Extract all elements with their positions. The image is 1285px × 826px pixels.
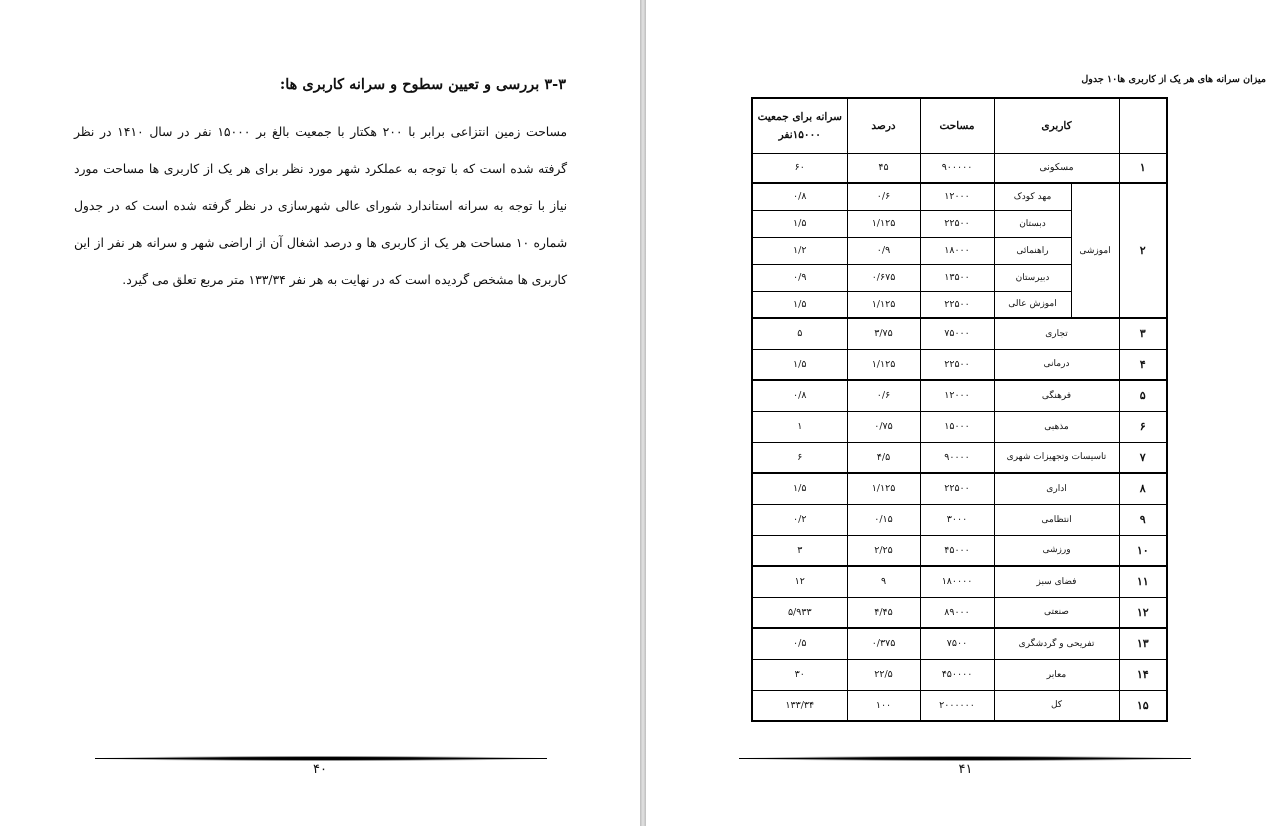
education-subtype: راهنمائی <box>994 237 1071 264</box>
row-per-capita: ۱ <box>752 411 847 442</box>
row-usage: اداری <box>994 473 1119 504</box>
left-page <box>0 0 640 826</box>
row-area: ۴۵۰۰۰۰ <box>920 659 994 690</box>
row-number: ۱۴ <box>1119 659 1167 690</box>
table-row <box>752 380 1167 411</box>
education-subtype: دبیرستان <box>994 264 1071 291</box>
row-area: ۱۲۰۰۰ <box>920 380 994 411</box>
row-number: ۵ <box>1119 380 1167 411</box>
row-usage: تجاری <box>994 318 1119 349</box>
page-number: ۴۰ <box>313 762 327 777</box>
row-percent: ۱/۱۲۵ <box>847 349 920 380</box>
row-percent: ۰/۷۵ <box>847 411 920 442</box>
row-number: ۷ <box>1119 442 1167 473</box>
row-area: ۷۵۰۰ <box>920 628 994 659</box>
row-percent: ۱۰۰ <box>847 690 920 721</box>
row-usage: صنعتی <box>994 597 1119 628</box>
row-percent: ۰/۳۷۵ <box>847 628 920 659</box>
row-percent: ۴/۵ <box>847 442 920 473</box>
row-area: ۴۵۰۰۰ <box>920 535 994 566</box>
row-usage: تاسیسات وتجهیزات شهری <box>994 442 1119 473</box>
row-area: ۷۵۰۰۰ <box>920 318 994 349</box>
table-row <box>752 318 1167 349</box>
row-per-capita: ۱/۵ <box>752 473 847 504</box>
row-percent: ۱/۱۲۵ <box>847 473 920 504</box>
table-row <box>752 442 1167 473</box>
row-area: ۱۳۵۰۰ <box>920 264 994 291</box>
row-number: ۴ <box>1119 349 1167 380</box>
education-subtype: مهد کودک <box>994 183 1071 210</box>
education-group-label: اموزشی <box>1071 183 1119 318</box>
row-per-capita: ۶ <box>752 442 847 473</box>
row-per-capita: ۱/۲ <box>752 237 847 264</box>
row-usage: کل <box>994 690 1119 721</box>
page-number: ۴۱ <box>958 762 973 777</box>
row-number: ۳ <box>1119 318 1167 349</box>
row-usage: ورزشی <box>994 535 1119 566</box>
table-row <box>752 566 1167 597</box>
row-percent: ۲/۲۵ <box>847 535 920 566</box>
table-row <box>752 349 1167 380</box>
row-usage: معابر <box>994 659 1119 690</box>
row-number: ۱۲ <box>1119 597 1167 628</box>
footer-rule <box>739 756 1191 761</box>
row-area: ۲۲۵۰۰ <box>920 349 994 380</box>
row-usage: درمانی <box>994 349 1119 380</box>
table-row <box>752 659 1167 690</box>
row-area: ۱۵۰۰۰ <box>920 411 994 442</box>
row-percent: ۰/۱۵ <box>847 504 920 535</box>
row-per-capita: ۳ <box>752 535 847 566</box>
row-area: ۲۰۰۰۰۰۰ <box>920 690 994 721</box>
row-percent: ۹ <box>847 566 920 597</box>
header-per-capita: سرانه برای جمعیت ۱۵۰۰۰نفر <box>752 98 847 153</box>
footer-rule <box>95 756 547 761</box>
row-percent: ۱/۱۲۵ <box>847 291 920 318</box>
row-number: ۱۰ <box>1119 535 1167 566</box>
row-area: ۱۲۰۰۰ <box>920 183 994 210</box>
row-area: ۹۰۰۰۰۰ <box>920 153 994 183</box>
header-percent: درصد <box>847 98 920 153</box>
row-per-capita: ۰/۸ <box>752 380 847 411</box>
row-per-capita: ۱/۵ <box>752 349 847 380</box>
row-number: ۱ <box>1119 153 1167 183</box>
row-area: ۱۸۰۰۰ <box>920 237 994 264</box>
row-number: ۸ <box>1119 473 1167 504</box>
row-per-capita: ۳۰ <box>752 659 847 690</box>
row-per-capita: ۱۳۳/۳۴ <box>752 690 847 721</box>
table-row <box>752 628 1167 659</box>
table-row <box>752 597 1167 628</box>
section-title: ۳-۳ بررسی و تعیین سطوح و سرانه کاربری ها: <box>279 76 566 93</box>
header-area: مساحت <box>920 98 994 153</box>
row-percent: ۱/۱۲۵ <box>847 210 920 237</box>
header-number <box>1119 98 1167 153</box>
row-area: ۲۲۵۰۰ <box>920 291 994 318</box>
row-area: ۲۲۵۰۰ <box>920 210 994 237</box>
row-per-capita: ۱/۵ <box>752 210 847 237</box>
row-area: ۸۹۰۰۰ <box>920 597 994 628</box>
row-percent: ۴۵ <box>847 153 920 183</box>
table-row <box>752 535 1167 566</box>
row-usage: انتظامی <box>994 504 1119 535</box>
row-per-capita: ۵/۹۳۳ <box>752 597 847 628</box>
row-percent: ۲۲/۵ <box>847 659 920 690</box>
row-area: ۳۰۰۰ <box>920 504 994 535</box>
row-usage: تفریحی و گردشگری <box>994 628 1119 659</box>
table-row <box>752 473 1167 504</box>
row-per-capita: ۰/۸ <box>752 183 847 210</box>
row-percent: ۰/۶ <box>847 183 920 210</box>
usage-table <box>751 97 1168 722</box>
body-paragraph: مساحت زمین انتزاعی برابر با ۲۰۰ هکتار با جمعیت بالغ بر ۱۵۰۰۰ نفر در سال ۱۴۱۰ در نظر گرفته شده است که با توجه به عملکرد شهر مورد نظر برای هر یک از کاربری ها مساحت مورد نیاز با توجه به سرانه استاندارد شورای عالی شهرسازی در نظر گرفته شده است که در جدول شماره ۱۰ مساحت هر یک از کاربری ها و درصد اشغال آن از اراضی شهر و سرانه هر نفر از این کاربری ها مشخص گردیده است که در نهایت به هر نفر ۱۳۳/۳۴ متر مربع تعلق می گیرد. <box>74 125 568 287</box>
row-usage: مذهبی <box>994 411 1119 442</box>
table-row <box>752 690 1167 721</box>
row-usage: فرهنگی <box>994 380 1119 411</box>
row-number: ۱۱ <box>1119 566 1167 597</box>
row-per-capita: ۱۲ <box>752 566 847 597</box>
row-number: ۲ <box>1119 183 1167 318</box>
table-header-row <box>752 98 1167 153</box>
row-area: ۲۲۵۰۰ <box>920 473 994 504</box>
table-row <box>752 153 1167 183</box>
header-usage: کاربری <box>994 98 1119 153</box>
row-usage: فضای سبز <box>994 566 1119 597</box>
row-area: ۱۸۰۰۰۰ <box>920 566 994 597</box>
row-percent: ۰/۶ <box>847 380 920 411</box>
row-number: ۹ <box>1119 504 1167 535</box>
row-per-capita: ۰/۲ <box>752 504 847 535</box>
table-row <box>752 504 1167 535</box>
row-percent: ۴/۴۵ <box>847 597 920 628</box>
row-per-capita: ۵ <box>752 318 847 349</box>
row-number: ۱۵ <box>1119 690 1167 721</box>
row-area: ۹۰۰۰۰ <box>920 442 994 473</box>
row-number: ۱۳ <box>1119 628 1167 659</box>
table-row <box>752 411 1167 442</box>
row-per-capita: ۶۰ <box>752 153 847 183</box>
table-caption: میزان سرانه های هر یک از کاربری ها۱۰ جدول <box>1081 74 1266 85</box>
row-percent: ۰/۶۷۵ <box>847 264 920 291</box>
row-per-capita: ۱/۵ <box>752 291 847 318</box>
right-page <box>646 0 1285 826</box>
row-percent: ۰/۹ <box>847 237 920 264</box>
row-per-capita: ۰/۹ <box>752 264 847 291</box>
row-percent: ۳/۷۵ <box>847 318 920 349</box>
table-row <box>752 183 1167 210</box>
usage-table-wrapper <box>751 97 1168 722</box>
row-number: ۶ <box>1119 411 1167 442</box>
row-usage: مسکونی <box>994 153 1119 183</box>
row-per-capita: ۰/۵ <box>752 628 847 659</box>
education-subtype: اموزش عالی <box>994 291 1071 318</box>
education-subtype: دبستان <box>994 210 1071 237</box>
